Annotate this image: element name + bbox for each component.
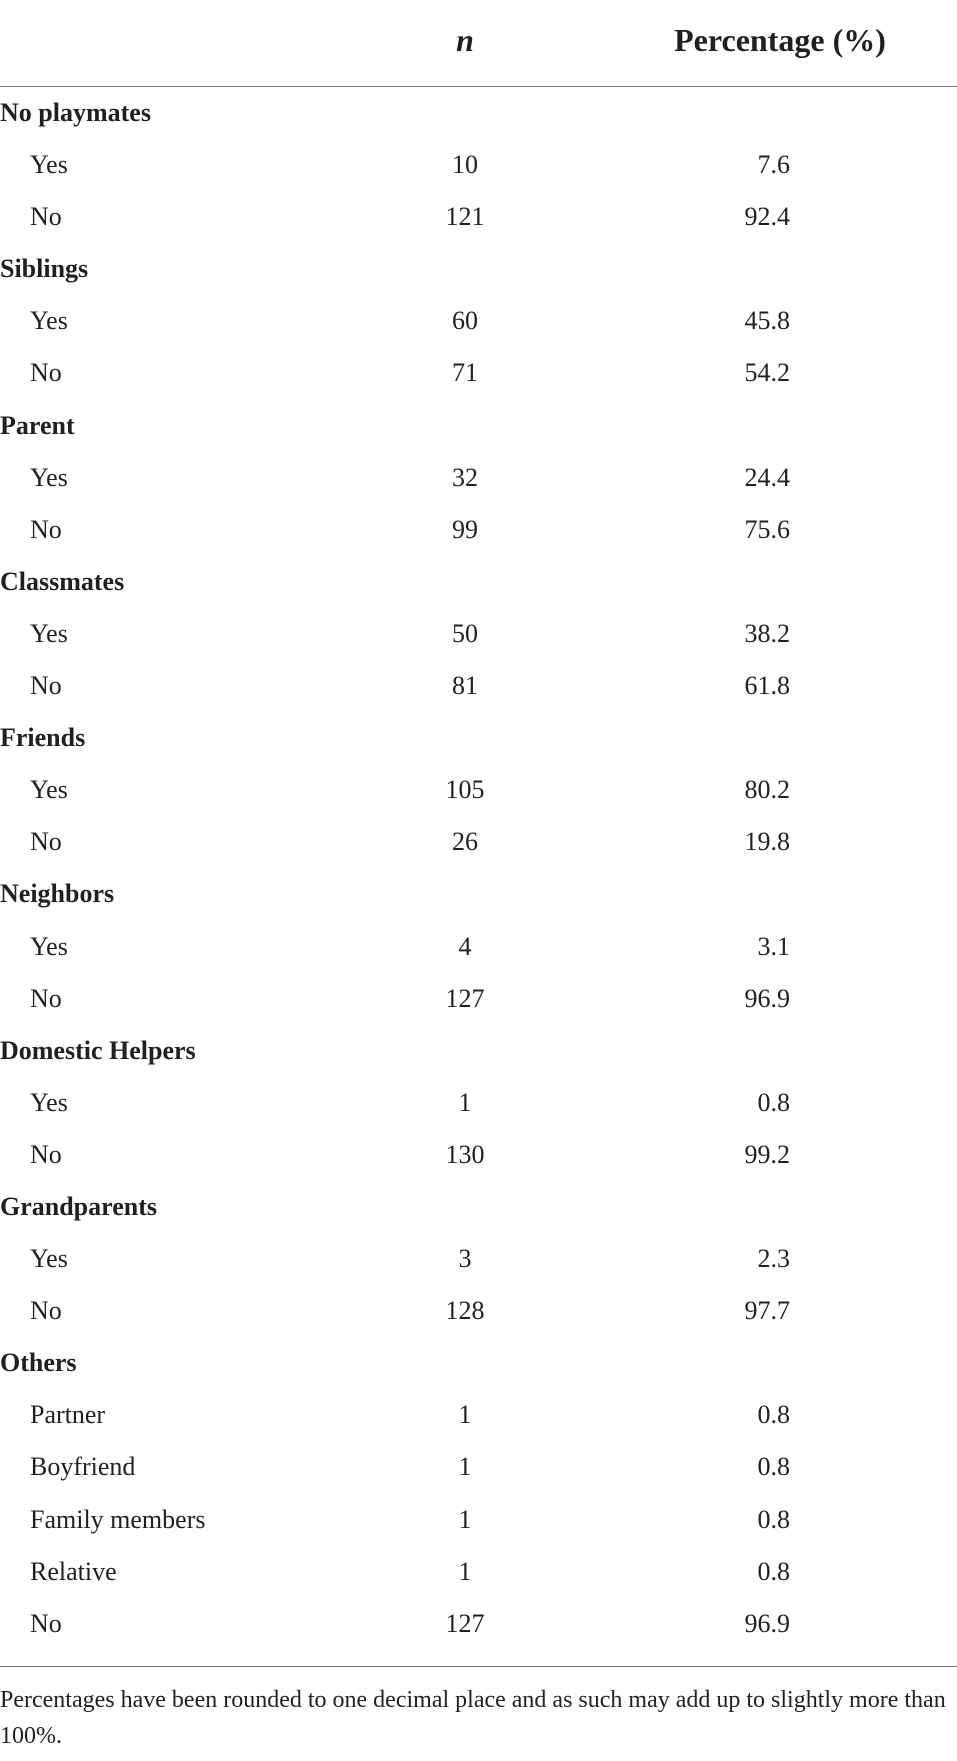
- percentage-cell: 75.6: [744, 514, 790, 544]
- percentage-cell: 0.8: [757, 1452, 790, 1482]
- table-row: [0, 763, 957, 815]
- percentage-cell: 61.8: [744, 671, 790, 701]
- n-cell: 99: [452, 514, 478, 544]
- row-label: Yes: [30, 618, 68, 648]
- group-row: [0, 867, 957, 919]
- table-row: [0, 815, 957, 867]
- n-cell: 1: [458, 1504, 472, 1534]
- row-label: No: [30, 358, 62, 388]
- table-row: [0, 294, 957, 346]
- table-footnote: Percentages have been rounded to one decimal place and as such may add up to slightly more than 100%.: [0, 1687, 946, 1749]
- percentage-cell: 0.8: [757, 1087, 790, 1117]
- n-cell: 26: [452, 827, 478, 857]
- bottom-rule: [0, 1666, 957, 1667]
- table-row: [0, 190, 957, 242]
- group-label: Domestic Helpers: [0, 1035, 196, 1065]
- row-label: No: [30, 671, 62, 701]
- row-label: Yes: [30, 150, 68, 180]
- n-cell: 4: [458, 931, 472, 961]
- table-row: [0, 920, 957, 972]
- table-body: [0, 86, 957, 1649]
- n-cell: 105: [445, 775, 485, 805]
- table-row: [0, 346, 957, 398]
- row-label: Boyfriend: [30, 1452, 136, 1482]
- table-row: [0, 1232, 957, 1284]
- table-row: [0, 607, 957, 659]
- row-label: No: [30, 202, 62, 232]
- row-label: Relative: [30, 1556, 117, 1586]
- row-label: Yes: [30, 931, 68, 961]
- n-cell: 81: [452, 671, 478, 701]
- n-cell: 32: [452, 462, 478, 492]
- table-row: [0, 972, 957, 1024]
- table-row: [0, 1597, 957, 1649]
- n-cell: 50: [452, 618, 478, 648]
- row-label: No: [30, 983, 62, 1013]
- group-row: [0, 86, 957, 138]
- group-row: [0, 242, 957, 294]
- row-label: No: [30, 1139, 62, 1169]
- percentage-cell: 96.9: [744, 1608, 790, 1638]
- n-cell: 1: [458, 1556, 472, 1586]
- group-row: [0, 399, 957, 451]
- n-cell: 3: [458, 1244, 472, 1274]
- group-label: Classmates: [0, 566, 125, 596]
- row-label: Yes: [30, 462, 68, 492]
- row-label: Yes: [30, 1087, 68, 1117]
- percentage-cell: 99.2: [744, 1139, 790, 1169]
- n-cell: 1: [458, 1452, 472, 1482]
- group-row: [0, 1024, 957, 1076]
- group-label: Others: [0, 1348, 77, 1378]
- table-row: [0, 1545, 957, 1597]
- table-row: [0, 503, 957, 555]
- group-label: Neighbors: [0, 879, 115, 909]
- row-label: Partner: [30, 1400, 106, 1430]
- n-cell: 71: [452, 358, 478, 388]
- group-row: [0, 711, 957, 763]
- row-label: Yes: [30, 306, 68, 336]
- percentage-cell: 7.6: [757, 150, 790, 180]
- table-row: [0, 451, 957, 503]
- table-row: [0, 1440, 957, 1492]
- n-cell: 1: [458, 1400, 472, 1430]
- column-header-n: n: [456, 22, 474, 58]
- table-row: [0, 138, 957, 190]
- n-cell: 127: [445, 983, 485, 1013]
- percentage-cell: 0.8: [757, 1504, 790, 1534]
- percentage-cell: 97.7: [744, 1296, 790, 1326]
- n-cell: 127: [445, 1608, 485, 1638]
- percentage-cell: 19.8: [744, 827, 790, 857]
- n-cell: 130: [445, 1139, 485, 1169]
- row-label: Yes: [30, 1244, 68, 1274]
- n-cell: 1: [458, 1087, 472, 1117]
- percentage-cell: 80.2: [744, 775, 790, 805]
- percentage-cell: 0.8: [757, 1556, 790, 1586]
- n-cell: 60: [452, 306, 478, 336]
- n-cell: 128: [445, 1296, 485, 1326]
- table-row: [0, 1076, 957, 1128]
- column-header-percentage: Percentage (%): [674, 22, 886, 58]
- percentage-cell: 92.4: [744, 202, 790, 232]
- group-row: [0, 1336, 957, 1388]
- percentage-cell: 24.4: [744, 462, 790, 492]
- group-row: [0, 1180, 957, 1232]
- group-label: No playmates: [0, 98, 151, 127]
- percentage-cell: 54.2: [744, 358, 790, 388]
- percentage-cell: 38.2: [744, 618, 790, 648]
- group-label: Siblings: [0, 254, 89, 284]
- row-label: Yes: [30, 775, 68, 805]
- table-row: [0, 659, 957, 711]
- row-label: Family members: [30, 1504, 206, 1534]
- table-row: [0, 1284, 957, 1336]
- percentage-cell: 45.8: [744, 306, 790, 336]
- table-row: [0, 1128, 957, 1180]
- percentage-cell: 2.3: [757, 1244, 790, 1274]
- n-cell: 121: [445, 202, 485, 232]
- percentage-cell: 96.9: [744, 983, 790, 1013]
- percentage-cell: 0.8: [757, 1400, 790, 1430]
- table-row: [0, 1493, 957, 1545]
- row-label: No: [30, 827, 62, 857]
- row-label: No: [30, 514, 62, 544]
- group-label: Grandparents: [0, 1191, 157, 1221]
- group-row: [0, 555, 957, 607]
- row-label: No: [30, 1296, 62, 1326]
- percentage-cell: 3.1: [757, 931, 790, 961]
- group-label: Parent: [0, 410, 75, 440]
- group-label: Friends: [0, 723, 86, 753]
- table-row: [0, 1388, 957, 1440]
- row-label: No: [30, 1608, 62, 1638]
- n-cell: 10: [452, 150, 478, 180]
